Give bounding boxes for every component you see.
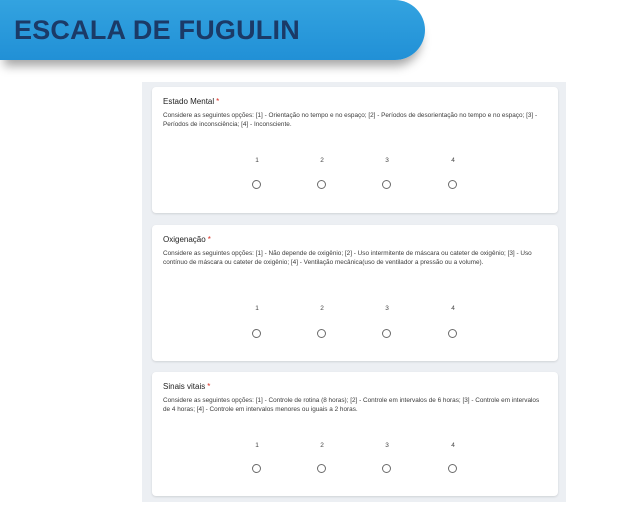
- question-description: Considere as seguintes opções: [1] - Orientação no tempo e no espaço; [2] - Períodos de desorientação no tempo e no espaço; [3] - Períodos de inconsciência; [4] - Inconsciente.: [163, 112, 538, 128]
- page-title: ESCALA DE FUGULIN: [14, 15, 300, 45]
- scale-label-2: 2: [320, 157, 324, 164]
- scale-label-4: 4: [451, 157, 455, 164]
- question-card-estado-mental: [152, 87, 558, 213]
- scale-label-1: 1: [255, 157, 259, 164]
- question-title: Sinais vitais *: [163, 382, 211, 391]
- radio-option-3[interactable]: [382, 180, 391, 189]
- question-description: Considere as seguintes opções: [1] - Não depende de oxigênio; [2] - Uso intermitente de máscara ou cateter de oxigênio; [3] - Uso contínuo de máscara ou cateter de oxigênio; [4] - Ventilação mecânica(uso de ventilador a pressão ou a volume).: [163, 250, 532, 266]
- radio-option-2[interactable]: [317, 464, 326, 473]
- scale-label-3: 3: [385, 157, 389, 164]
- radio-option-1[interactable]: [252, 329, 261, 338]
- scale-label-3: 3: [385, 442, 389, 449]
- radio-option-2[interactable]: [317, 180, 326, 189]
- radio-option-1[interactable]: [252, 464, 261, 473]
- required-asterisk: *: [216, 97, 220, 106]
- required-asterisk: *: [207, 382, 211, 391]
- question-card-sinais-vitais: [152, 372, 558, 496]
- question-card-oxigenacao: [152, 225, 558, 361]
- radio-option-4[interactable]: [448, 329, 457, 338]
- scale-label-1: 1: [255, 305, 259, 312]
- scale-label-2: 2: [320, 305, 324, 312]
- question-title: Oxigenação *: [163, 235, 211, 244]
- title-banner: [0, 0, 425, 60]
- scale-label-2: 2: [320, 442, 324, 449]
- required-asterisk: *: [207, 235, 211, 244]
- scale-label-4: 4: [451, 442, 455, 449]
- scale-label-1: 1: [255, 442, 259, 449]
- radio-option-4[interactable]: [448, 464, 457, 473]
- scale-label-3: 3: [385, 305, 389, 312]
- question-title: Estado Mental *: [163, 97, 220, 106]
- radio-option-3[interactable]: [382, 464, 391, 473]
- scale-label-4: 4: [451, 305, 455, 312]
- question-description: Considere as seguintes opções: [1] - Controle de rotina (8 horas); [2] - Controle em intervalos de 6 horas; [3] - Controle em intervalos de 4 horas; [4] - Controle em intervalos menores ou iguais a 2 horas.: [163, 397, 540, 413]
- radio-option-4[interactable]: [448, 180, 457, 189]
- radio-option-1[interactable]: [252, 180, 261, 189]
- radio-option-2[interactable]: [317, 329, 326, 338]
- radio-option-3[interactable]: [382, 329, 391, 338]
